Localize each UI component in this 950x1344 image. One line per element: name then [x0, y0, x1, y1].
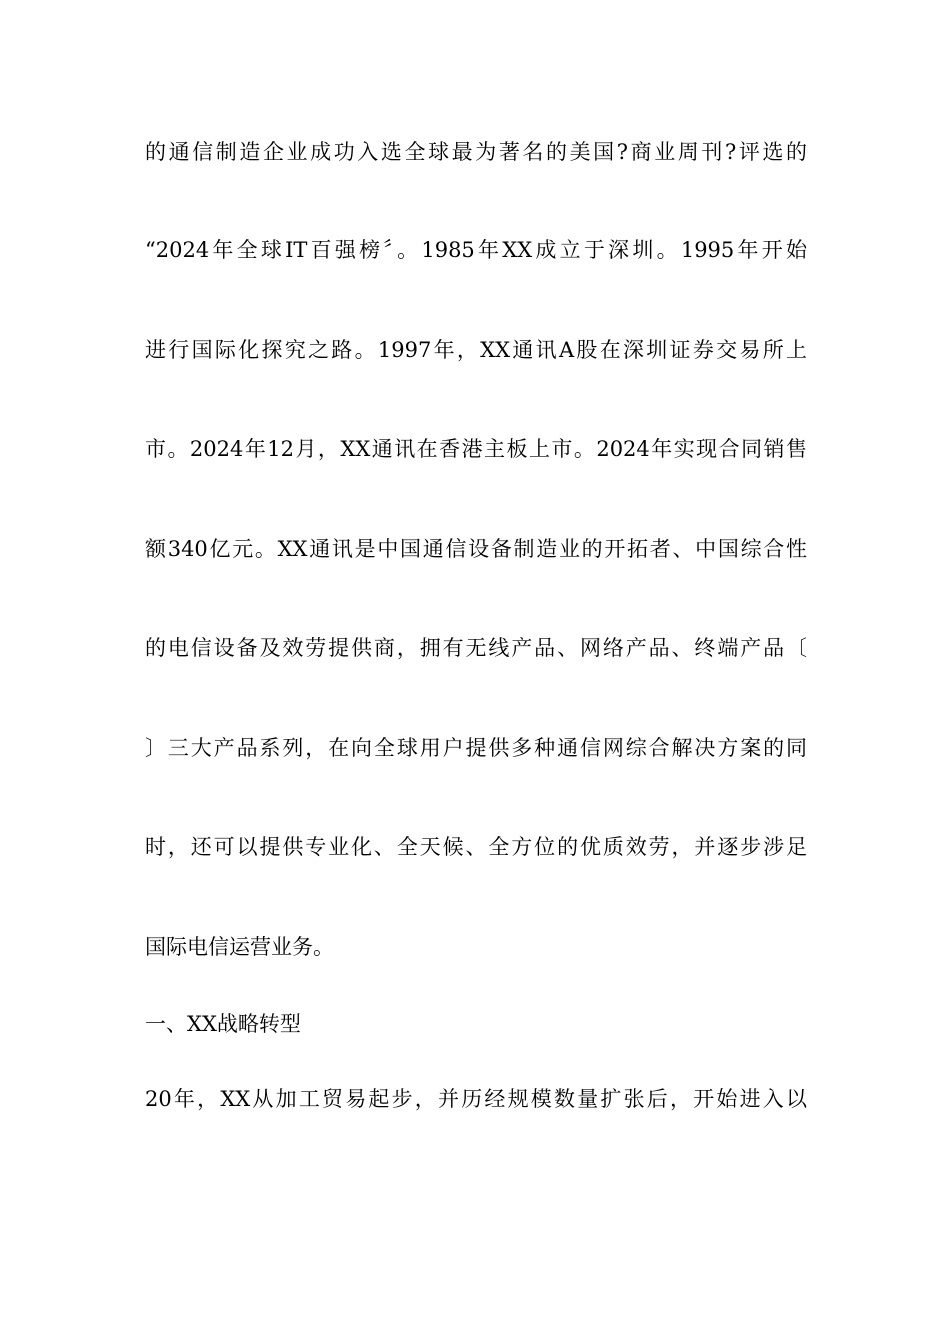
paragraph-line-8: 时，还可以提供专业化、全天候、全方位的优质效劳，并逐步涉足	[145, 835, 807, 859]
paragraph-line-1: 的通信制造企业成功入选全球最为著名的美国?商业周刊?评选的	[145, 140, 807, 164]
section-heading: 一、XX战略转型	[145, 1012, 301, 1036]
paragraph-line-2: “2024年全球IT百强榜〞。1985年XX成立于深圳。1995年开始	[145, 238, 807, 262]
paragraph-line-5: 额340亿元。XX通讯是中国通信设备制造业的开拓者、中国综合性	[145, 537, 807, 561]
paragraph-line-4: 市。2024年12月，XX通讯在香港主板上市。2024年实现合同销售	[145, 437, 807, 461]
paragraph-line-9: 国际电信运营业务。	[145, 935, 334, 959]
paragraph-line-6: 的电信设备及效劳提供商，拥有无线产品、网络产品、终端产品〔	[145, 636, 807, 660]
paragraph-next-line: 20年，XX从加工贸易起步，并历经规模数量扩张后，开始进入以	[145, 1087, 807, 1111]
paragraph-line-3: 进行国际化探究之路。1997年，XX通讯A股在深圳证券交易所上	[145, 338, 807, 362]
paragraph-line-7: 〕三大产品系列，在向全球用户提供多种通信网综合解决方案的同	[145, 736, 807, 760]
